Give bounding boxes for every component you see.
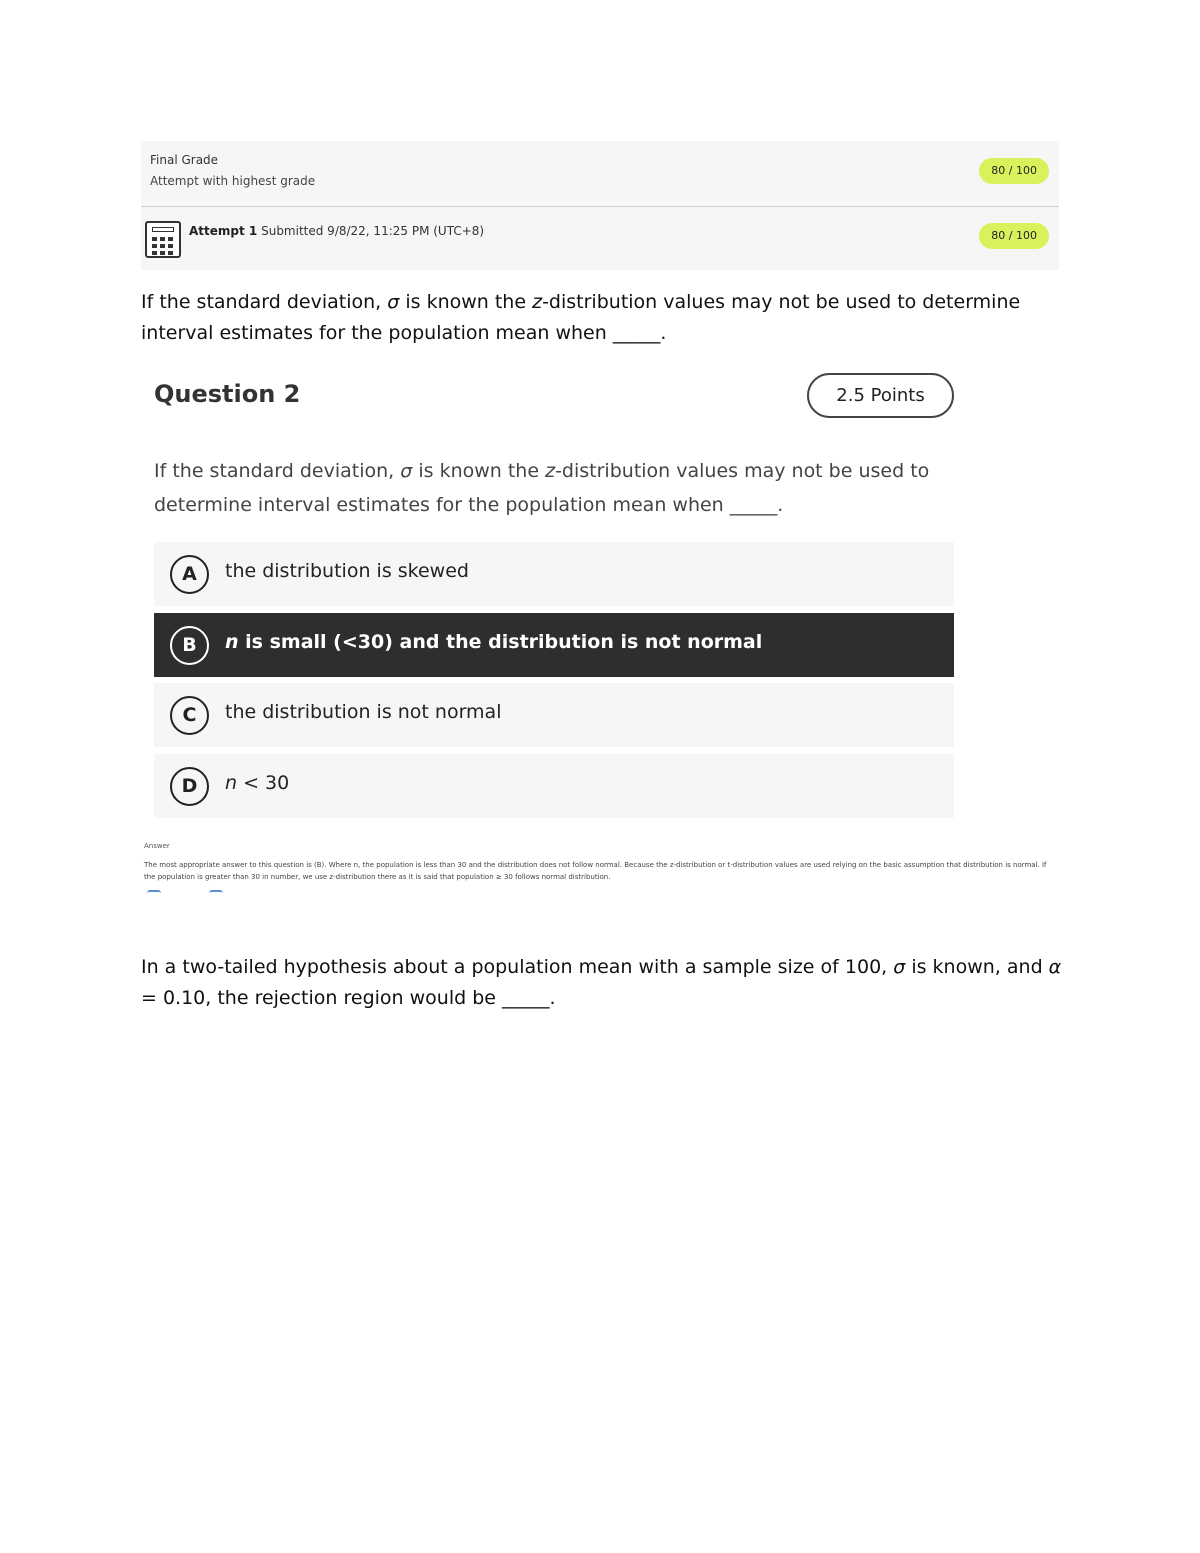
question-1-text: If the standard deviation, σ is known the z-distribution values may not be used to determine interval estimates for the population mean when _____.	[141, 291, 1021, 344]
attempt-status: Submitted 9/8/22, 11:25 PM (UTC+8)	[261, 224, 485, 238]
option-letter: A	[170, 555, 209, 594]
option-letter: D	[170, 767, 209, 806]
option-text: n is small (<30) and the distribution is not normal	[225, 631, 763, 653]
final-grade-row	[141, 141, 1059, 207]
decorative-mark	[209, 890, 223, 893]
question-heading: Question 2	[154, 380, 301, 408]
attempt-label[interactable]	[189, 224, 484, 238]
option-text: n < 30	[225, 772, 290, 794]
final-grade-title: Final Grade	[150, 153, 219, 167]
attempt-row[interactable]	[141, 208, 1059, 270]
option-letter: B	[170, 626, 209, 665]
attempt-name: Attempt 1	[189, 224, 258, 238]
final-grade-subtitle: Attempt with highest grade	[150, 174, 316, 188]
answer-text: The most appropriate answer to this question is (B). Where n, the population is less than 30 and the distribution does not follow normal. Because the z-distribution or t-distribution values are used relying on the basic assumption that distribution is normal. If the population is greater than 30 in number, we use z-distribution there as it is said that population ≥ 30 follows normal distribution.	[144, 861, 1047, 881]
question-body: If the standard deviation, σ is known the z-distribution values may not be used to determine interval estimates for the population mean when _____.	[154, 460, 930, 516]
option-text: the distribution is not normal	[225, 701, 502, 723]
grade-card	[141, 141, 1059, 270]
question-3-text: In a two-tailed hypothesis about a population mean with a sample size of 100, σ is known, and α = 0.10, the rejection region would be _____.	[141, 956, 1062, 1009]
option-a[interactable]	[154, 542, 954, 606]
final-score-badge: 80 / 100	[979, 158, 1049, 184]
option-c[interactable]	[154, 683, 954, 747]
option-letter: C	[170, 696, 209, 735]
answer-label: Answer	[144, 842, 170, 850]
option-d[interactable]	[154, 754, 954, 818]
attempt-score-badge: 80 / 100	[979, 223, 1049, 249]
decorative-mark	[147, 890, 161, 893]
option-b[interactable]	[154, 613, 954, 677]
points-badge: 2.5 Points	[807, 373, 954, 418]
calculator-icon	[145, 221, 181, 258]
option-text: the distribution is skewed	[225, 560, 469, 582]
